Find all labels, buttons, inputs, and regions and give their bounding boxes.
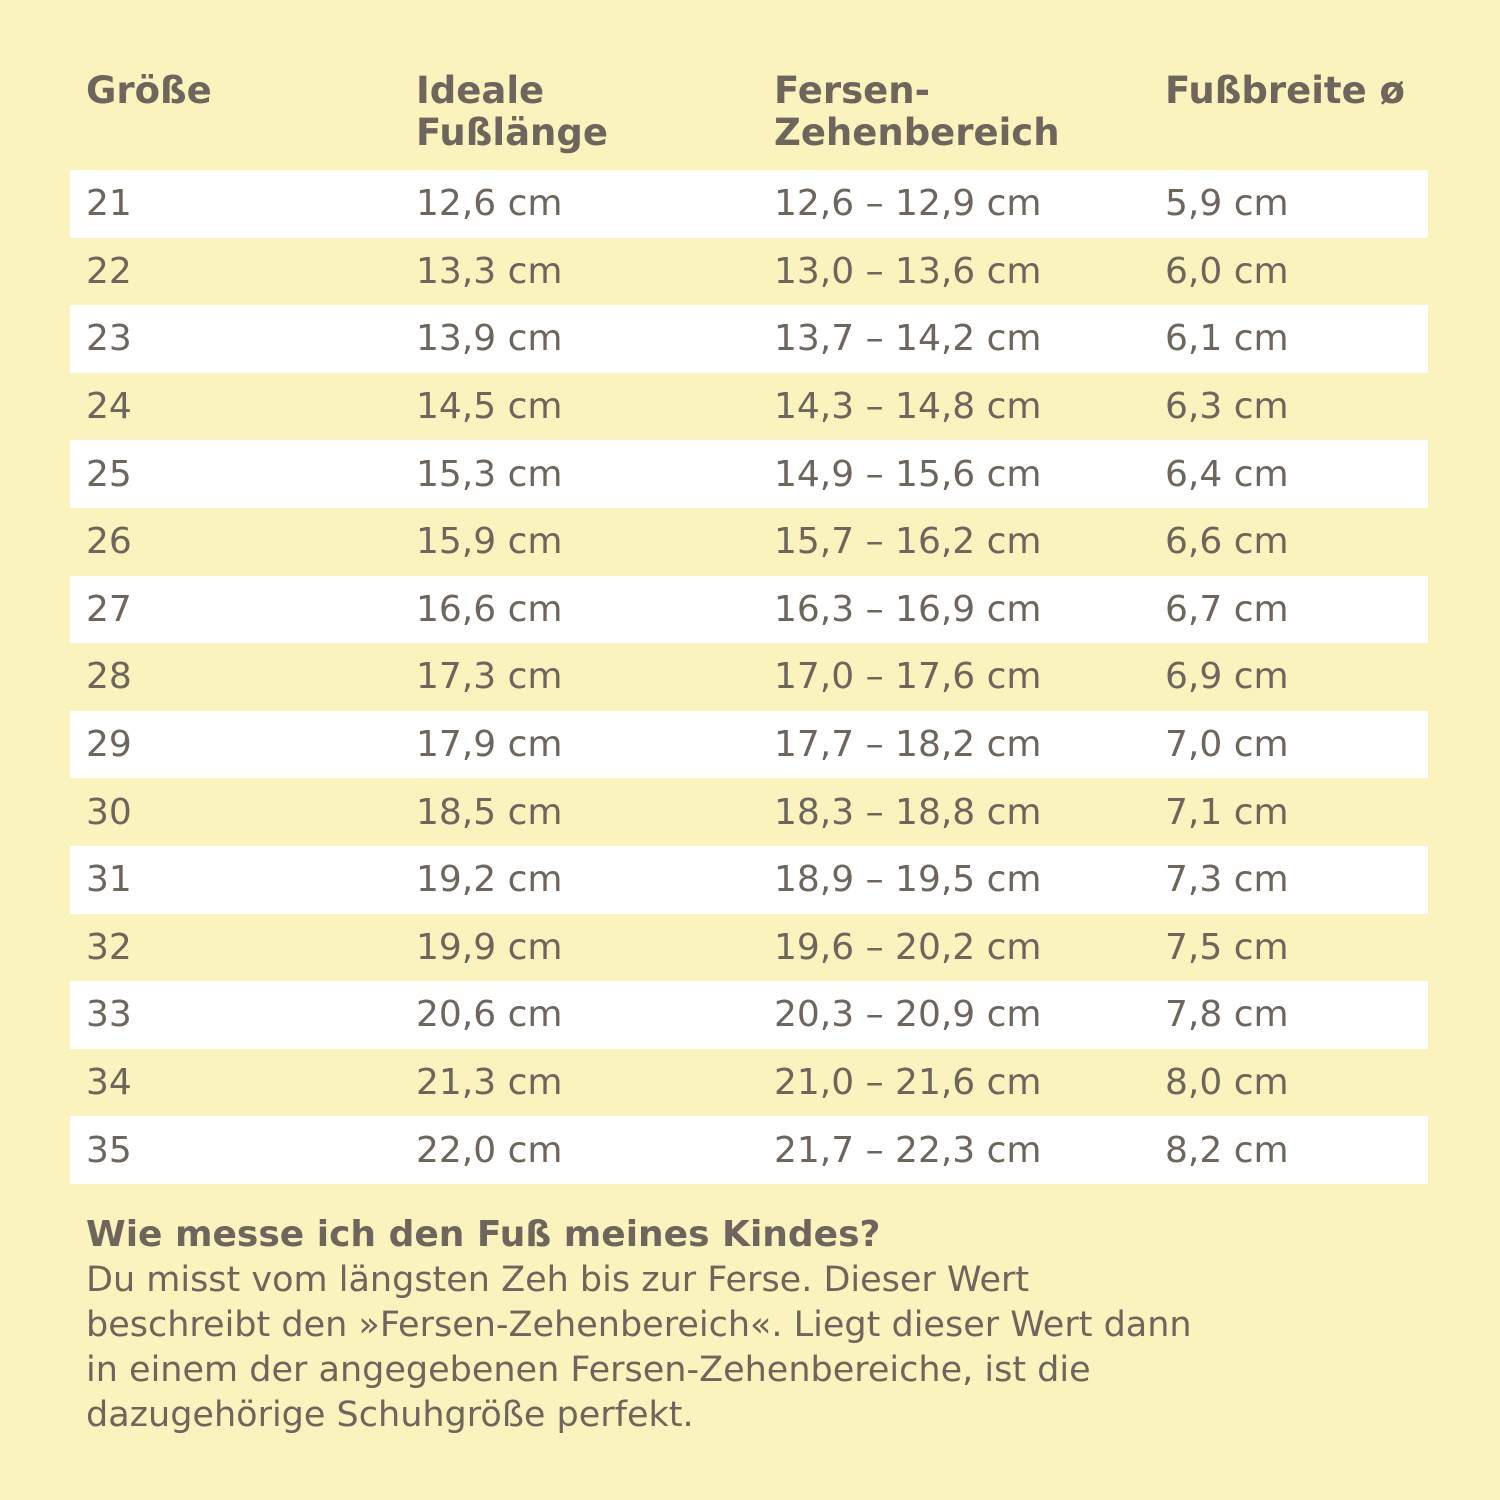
- table-row: [70, 711, 1428, 779]
- cell-fussbreite: 6,3 cm: [1165, 386, 1289, 428]
- header-line: Zehenbereich: [774, 111, 1060, 154]
- cell-fusslaenge: 16,6 cm: [416, 588, 563, 630]
- cell-fussbreite: 6,6 cm: [1165, 521, 1289, 563]
- table-row: [70, 238, 1428, 306]
- cell-fersen-zehenbereich: 17,7 – 18,2 cm: [774, 724, 1042, 766]
- cell-groesse: 23: [86, 318, 132, 360]
- cell-fusslaenge: 15,3 cm: [416, 453, 563, 495]
- table-row: [70, 170, 1428, 238]
- cell-fersen-zehenbereich: 19,6 – 20,2 cm: [774, 926, 1042, 968]
- cell-fusslaenge: 18,5 cm: [416, 791, 563, 833]
- header-fersen-zehenbereich: [774, 60, 1165, 154]
- cell-fussbreite: 5,9 cm: [1165, 183, 1289, 225]
- cell-fussbreite: 7,3 cm: [1165, 859, 1289, 901]
- header-line: Fußlänge: [416, 111, 608, 154]
- cell-groesse: 28: [86, 656, 132, 698]
- header-groesse: [70, 60, 416, 112]
- cell-fersen-zehenbereich: 21,7 – 22,3 cm: [774, 1129, 1042, 1171]
- cell-fersen-zehenbereich: 18,9 – 19,5 cm: [774, 859, 1042, 901]
- table-body: [70, 170, 1428, 1184]
- cell-fusslaenge: 13,3 cm: [416, 250, 563, 292]
- cell-groesse: 31: [86, 859, 132, 901]
- cell-fersen-zehenbereich: 20,3 – 20,9 cm: [774, 994, 1042, 1036]
- cell-groesse: 22: [86, 250, 132, 292]
- cell-fussbreite: 6,7 cm: [1165, 588, 1289, 630]
- cell-fusslaenge: 13,9 cm: [416, 318, 563, 360]
- header-line: Fersen-: [774, 69, 930, 112]
- cell-groesse: 32: [86, 926, 132, 968]
- cell-groesse: 35: [86, 1129, 132, 1171]
- table-row: [70, 846, 1428, 914]
- measure-info-line: Du misst vom längsten Zeh bis zur Ferse. Dieser Wert: [86, 1260, 1030, 1300]
- table-row: [70, 981, 1428, 1049]
- header-line: Fußbreite ø: [1165, 69, 1405, 112]
- cell-fersen-zehenbereich: 13,0 – 13,6 cm: [774, 250, 1042, 292]
- table-header: [70, 60, 1428, 170]
- table-row: [70, 643, 1428, 711]
- measure-info-line: in einem der angegebenen Fersen-Zehenbereiche, ist die: [86, 1350, 1091, 1390]
- header-ideale-fusslaenge: [416, 60, 774, 154]
- cell-groesse: 21: [86, 183, 132, 225]
- measure-info-line: dazugehörige Schuhgröße perfekt.: [86, 1395, 694, 1435]
- cell-fusslaenge: 14,5 cm: [416, 386, 563, 428]
- table-row: [70, 373, 1428, 441]
- cell-fersen-zehenbereich: 15,7 – 16,2 cm: [774, 521, 1042, 563]
- cell-groesse: 26: [86, 521, 132, 563]
- cell-groesse: 25: [86, 453, 132, 495]
- cell-fersen-zehenbereich: 16,3 – 16,9 cm: [774, 588, 1042, 630]
- cell-groesse: 27: [86, 588, 132, 630]
- cell-groesse: 29: [86, 724, 132, 766]
- cell-fussbreite: 6,9 cm: [1165, 656, 1289, 698]
- cell-fersen-zehenbereich: 21,0 – 21,6 cm: [774, 1062, 1042, 1104]
- cell-fusslaenge: 20,6 cm: [416, 994, 563, 1036]
- cell-fersen-zehenbereich: 17,0 – 17,6 cm: [774, 656, 1042, 698]
- cell-fussbreite: 8,2 cm: [1165, 1129, 1289, 1171]
- table-row: [70, 440, 1428, 508]
- cell-fusslaenge: 21,3 cm: [416, 1062, 563, 1104]
- cell-fussbreite: 6,0 cm: [1165, 250, 1289, 292]
- measure-info-line: beschreibt den »Fersen-Zehenbereich«. Liegt dieser Wert dann: [86, 1305, 1192, 1345]
- header-fussbreite: [1165, 60, 1428, 112]
- table-row: [70, 778, 1428, 846]
- cell-fersen-zehenbereich: 14,9 – 15,6 cm: [774, 453, 1042, 495]
- header-line: Größe: [86, 69, 212, 112]
- cell-fusslaenge: 19,2 cm: [416, 859, 563, 901]
- cell-groesse: 33: [86, 994, 132, 1036]
- size-table: [70, 60, 1428, 1184]
- measure-info-title: Wie messe ich den Fuß meines Kindes?: [86, 1214, 881, 1255]
- cell-fussbreite: 7,8 cm: [1165, 994, 1289, 1036]
- table-row: [70, 1049, 1428, 1117]
- cell-fussbreite: 7,0 cm: [1165, 724, 1289, 766]
- cell-fusslaenge: 12,6 cm: [416, 183, 563, 225]
- header-line: Ideale: [416, 69, 545, 112]
- table-row: [70, 914, 1428, 982]
- cell-fussbreite: 7,5 cm: [1165, 926, 1289, 968]
- cell-fussbreite: 6,1 cm: [1165, 318, 1289, 360]
- table-row: [70, 305, 1428, 373]
- cell-fersen-zehenbereich: 13,7 – 14,2 cm: [774, 318, 1042, 360]
- cell-groesse: 24: [86, 386, 132, 428]
- table-row: [70, 1116, 1428, 1184]
- table-row: [70, 508, 1428, 576]
- cell-fusslaenge: 19,9 cm: [416, 926, 563, 968]
- cell-groesse: 30: [86, 791, 132, 833]
- cell-fersen-zehenbereich: 18,3 – 18,8 cm: [774, 791, 1042, 833]
- cell-fusslaenge: 17,3 cm: [416, 656, 563, 698]
- cell-fussbreite: 8,0 cm: [1165, 1062, 1289, 1104]
- cell-fersen-zehenbereich: 14,3 – 14,8 cm: [774, 386, 1042, 428]
- cell-fussbreite: 7,1 cm: [1165, 791, 1289, 833]
- cell-fusslaenge: 22,0 cm: [416, 1129, 563, 1171]
- cell-fersen-zehenbereich: 12,6 – 12,9 cm: [774, 183, 1042, 225]
- cell-fusslaenge: 17,9 cm: [416, 724, 563, 766]
- cell-groesse: 34: [86, 1062, 132, 1104]
- table-row: [70, 576, 1428, 644]
- cell-fusslaenge: 15,9 cm: [416, 521, 563, 563]
- measure-info: [86, 1212, 1366, 1438]
- cell-fussbreite: 6,4 cm: [1165, 453, 1289, 495]
